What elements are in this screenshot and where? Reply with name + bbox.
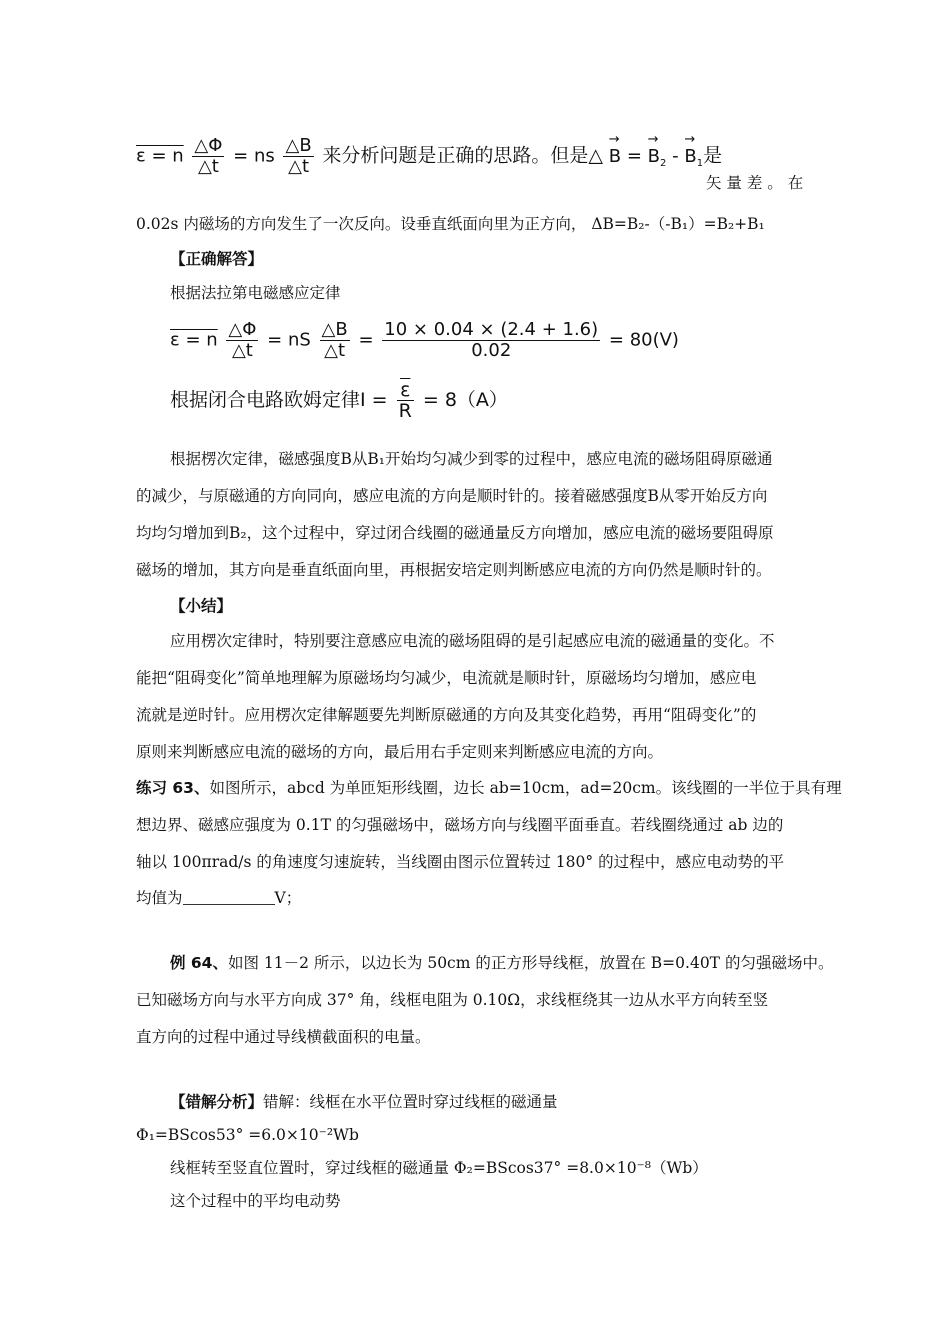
paragraph-line: 直方向的过程中通过导线横截面积的电量。	[136, 1028, 431, 1046]
answer-suffix: V；	[274, 889, 302, 907]
formula-text: 来分析问题是正确的思路。但是△	[322, 144, 604, 167]
fraction-dphi-dt	[192, 136, 224, 177]
numerator: △B	[321, 319, 348, 340]
vector-b2: → B	[648, 146, 660, 167]
ns-term: = ns	[233, 145, 275, 167]
fraction-db-dt	[283, 136, 313, 177]
result: = 8（A）	[422, 389, 508, 411]
denominator: △t	[197, 156, 219, 177]
wrong-label: 【错解分析】	[170, 1093, 264, 1111]
example-64-line	[170, 952, 833, 974]
formula-faraday-ns	[136, 136, 722, 177]
numerator: $\overline{\varepsilon}$	[397, 380, 414, 401]
exercise-text: 如图所示，abcd 为单匝矩形线圈，边长 ab=10cm，ad=20cm。该线圈的一半位于具有理	[209, 779, 842, 797]
fraction-e-r	[397, 380, 414, 421]
paragraph-line: 轴以 100πrad/s 的角速度匀速旋转，当线圈由图示位置转过 180° 的过程中，感应电动势的平	[136, 853, 785, 871]
paragraph-line: 能把“阻碍变化”简单地理解为原磁场均匀减少，电流就是顺时针，原磁场均匀增加，感应电	[136, 669, 757, 687]
minus: -	[672, 145, 685, 167]
numerator: △B	[285, 135, 312, 156]
result: = 80(V)	[608, 329, 679, 351]
paragraph-line: 的减少，与原磁通的方向同向，感应电流的方向是顺时针的。接着磁感强度B从零开始反方向	[136, 487, 768, 505]
emf-lhs: ε = n	[136, 145, 184, 167]
paragraph-line: 应用楞次定律时，特别要注意感应电流的磁场阻碍的是引起感应电流的磁通量的变化。不	[170, 632, 775, 650]
answer-prefix: 均值为	[136, 889, 183, 907]
denominator: R	[398, 400, 412, 422]
denominator: △t	[324, 340, 346, 361]
paragraph-line: 流就是逆时针。应用楞次定律解题要先判断原磁通的方向及其变化趋势，再用“阻碍变化”的	[136, 706, 757, 724]
phi2-line: 线框转至竖直位置时，穿过线框的磁通量 Φ₂=BScos37° =8.0×10⁻⁸（Wb）	[170, 1159, 708, 1177]
exercise-answer-line	[136, 887, 301, 909]
avg-emf-line: 这个过程中的平均电动势	[170, 1192, 341, 1210]
law-faraday: 根据法拉第电磁感应定律	[170, 284, 341, 302]
subscript-1: 1	[696, 158, 704, 170]
example-text: 如图 11－2 所示，以边长为 50cm 的正方形导线框，放置在 B=0.40T 的匀强磁场中。	[227, 954, 834, 972]
ns-term: = nS	[267, 329, 311, 351]
subscript-2: 2	[660, 158, 667, 170]
phi1-line: Φ₁=BScos53° =6.0×10⁻²Wb	[136, 1126, 359, 1144]
answer-blank[interactable]	[183, 890, 275, 905]
denominator: △t	[288, 156, 310, 177]
paragraph-line: 磁场的增加，其方向是垂直纸面向里，再根据安培定则判断感应电流的方向仍然是顺时针的。	[136, 561, 772, 579]
emf-lhs: ε = n	[170, 329, 218, 351]
formula-end: 是	[703, 144, 723, 167]
exercise-63-line	[136, 777, 842, 799]
heading-summary: 【小结】	[170, 597, 233, 615]
numerator: 10 × 0.04 × (2.4 + 1.6)	[384, 319, 599, 340]
fraction-dphi-dt	[226, 320, 258, 361]
equals: =	[358, 329, 374, 351]
formula-ohm	[170, 380, 508, 421]
formula-faraday-ns-calc	[170, 320, 679, 361]
paragraph-line: 想边界、磁感应强度为 0.1T 的匀强磁场中，磁场方向与线圈平面垂直。若线圈绕通过 ab 边的	[136, 816, 784, 834]
vector-b: → B	[609, 146, 621, 167]
vector-b1: → B	[684, 146, 696, 167]
denominator: 0.02	[471, 340, 512, 361]
numerator: △Φ	[194, 135, 223, 156]
equals: =	[621, 145, 648, 167]
paragraph-line: 0.02s 内磁场的方向发生了一次反向。设垂直纸面向里为正方向， ΔB=B₂-（-B₁）=B₂+B₁	[136, 215, 765, 233]
wrong-text: 错解：线框在水平位置时穿过线框的磁通量	[263, 1093, 558, 1111]
exercise-label: 练习 63、	[136, 779, 210, 797]
paragraph-line: 原则来判断感应电流的磁场的方向，最后用右手定则来判断感应电流的方向。	[136, 743, 664, 761]
numerator: △Φ	[228, 319, 257, 340]
example-label: 例 64、	[170, 954, 228, 972]
fraction-numeric	[382, 320, 600, 361]
paragraph-line: 根据楞次定律，磁感强度B从B₁开始均匀减少到零的过程中，感应电流的磁场阻碍原磁通	[170, 450, 773, 468]
paragraph-line: 已知磁场方向与水平方向成 37° 角，线框电阻为 0.10Ω，求线框绕其一边从水平方向转至竖	[136, 991, 769, 1009]
wrong-analysis-line	[170, 1091, 558, 1113]
paragraph-line: 均均匀增加到B₂，这个过程中，穿过闭合线圈的磁通量反方向增加，感应电流的磁场要阻碍原	[136, 524, 774, 542]
denominator: △t	[231, 340, 253, 361]
line-tail: 矢 量 差 。 在	[706, 174, 804, 192]
ohm-text: 根据闭合电路欧姆定律I =	[170, 389, 388, 411]
fraction-db-dt	[320, 320, 350, 361]
heading-correct-answer: 【正确解答】	[170, 250, 264, 268]
